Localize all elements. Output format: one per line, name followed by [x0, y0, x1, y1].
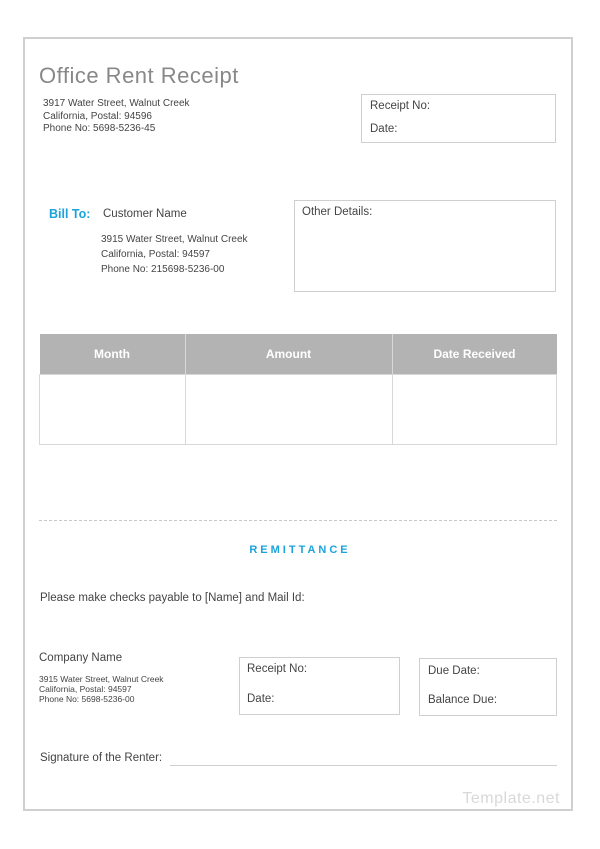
remittance-due-box: [419, 658, 557, 716]
table-row: [40, 375, 557, 445]
balance-due-label: Balance Due:: [428, 694, 498, 706]
signature-line[interactable]: [170, 765, 557, 766]
rent-table: [39, 334, 557, 445]
customer-name: Customer Name: [103, 208, 187, 220]
table-cell: [392, 375, 557, 445]
remittance-heading: REMITTANCE: [249, 544, 351, 556]
receipt-no-label: Receipt No:: [370, 100, 431, 112]
company-address-line: Phone No: 5698-5236-00: [39, 694, 135, 704]
table-cell: [185, 375, 392, 445]
payment-instructions: Please make checks payable to [Name] and Mail Id:: [40, 592, 305, 604]
company-address-line: 3915 Water Street, Walnut Creek: [39, 674, 164, 684]
sender-address-line: Phone No: 5698-5236-45: [43, 123, 156, 134]
receipt-info-box: [361, 94, 556, 143]
signature-label: Signature of the Renter:: [40, 752, 163, 764]
table-cell: [40, 375, 186, 445]
customer-address-line: Phone No: 215698-5236-00: [101, 264, 225, 275]
bill-to-label: Bill To:: [49, 207, 91, 221]
sender-address-line: 3917 Water Street, Walnut Creek: [43, 98, 190, 109]
other-details-label: Other Details:: [302, 206, 373, 218]
column-header-amount: Amount: [185, 334, 392, 375]
column-header-month: Month: [40, 334, 186, 375]
remittance-date-label: Date:: [247, 693, 275, 705]
remittance-receipt-box: [239, 657, 400, 715]
sender-address-line: California, Postal: 94596: [43, 110, 152, 122]
other-details-box: [294, 200, 556, 292]
watermark: Template.net: [462, 790, 560, 807]
table-header-row: [40, 334, 557, 375]
company-address: [39, 674, 164, 704]
sender-address: [43, 98, 190, 136]
page-title: Office Rent Receipt: [39, 63, 239, 88]
column-header-date-received: Date Received: [392, 334, 557, 375]
customer-address-line: California, Postal: 94597: [101, 249, 210, 260]
due-date-label: Due Date:: [428, 665, 480, 677]
remittance-receipt-no-label: Receipt No:: [247, 663, 308, 675]
customer-address: [101, 232, 248, 277]
cut-line: [39, 520, 557, 521]
company-address-line: California, Postal: 94597: [39, 684, 132, 694]
customer-address-line: 3915 Water Street, Walnut Creek: [101, 234, 248, 245]
date-label: Date:: [370, 123, 398, 135]
company-name: Company Name: [39, 652, 123, 664]
